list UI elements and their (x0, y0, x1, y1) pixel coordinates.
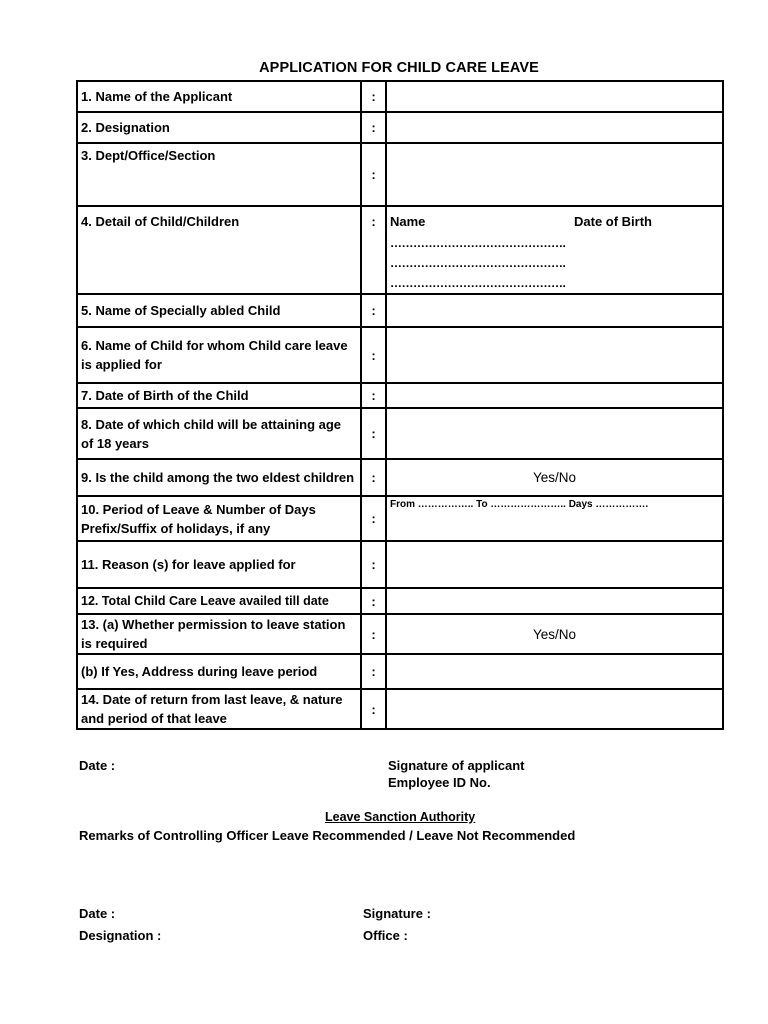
child-details-field[interactable] (386, 206, 723, 294)
total-leave-availed-field[interactable] (386, 588, 723, 614)
table-row (77, 654, 723, 689)
field-label: 11. Reason (s) for leave applied for (77, 541, 361, 588)
age-18-date-field[interactable] (386, 408, 723, 459)
table-row (77, 327, 723, 383)
child-dob-field[interactable] (386, 383, 723, 408)
table-row (77, 81, 723, 112)
employee-id-label: Employee ID No. (388, 775, 491, 790)
table-row (77, 383, 723, 408)
last-leave-return-field[interactable] (386, 689, 723, 729)
colon-separator: : (361, 408, 386, 459)
field-label: 4. Detail of Child/Children (77, 206, 361, 294)
colon-separator: : (361, 496, 386, 541)
colon-separator: : (361, 327, 386, 383)
colon-separator: : (361, 588, 386, 614)
child-dotted-lines (390, 233, 719, 293)
dotted-line: ………………………………………. (390, 236, 566, 250)
authority-designation-label: Designation : (79, 928, 162, 943)
field-label: 7. Date of Birth of the Child (77, 383, 361, 408)
specially-abled-child-field[interactable] (386, 294, 723, 327)
table-row (77, 112, 723, 143)
form-title: APPLICATION FOR CHILD CARE LEAVE (259, 60, 539, 76)
child-details-header (390, 207, 719, 231)
colon-separator: : (361, 541, 386, 588)
table-row (77, 294, 723, 327)
signature-applicant-label: Signature of applicant (388, 758, 525, 773)
field-label: 8. Date of which child will be attaining age of 18 years (77, 408, 361, 459)
leave-application-table (76, 80, 724, 730)
field-label: 1. Name of the Applicant (77, 81, 361, 112)
table-row (77, 614, 723, 654)
field-label: 12. Total Child Care Leave availed till date (77, 588, 361, 614)
reason-field[interactable] (386, 541, 723, 588)
colon-separator: : (361, 81, 386, 112)
field-label: 6. Name of Child for whom Child care leave is applied for (77, 327, 361, 383)
table-row (77, 588, 723, 614)
colon-separator: : (361, 459, 386, 496)
table-row (77, 408, 723, 459)
colon-separator: : (361, 206, 386, 294)
authority-office-label: Office : (363, 928, 408, 943)
leave-period-field[interactable]: From …………….. To ………………….. Days ……………. (386, 496, 723, 541)
leave-address-field[interactable] (386, 654, 723, 689)
child-for-leave-field[interactable] (386, 327, 723, 383)
applicant-name-field[interactable] (386, 81, 723, 112)
authority-date-label: Date : (79, 906, 116, 921)
leave-sanction-authority-heading: Leave Sanction Authority (325, 810, 476, 824)
authority-signature-label: Signature : (363, 906, 431, 921)
colon-separator: : (361, 112, 386, 143)
controlling-officer-remarks: Remarks of Controlling Officer Leave Recommended / Leave Not Recommended (79, 828, 576, 843)
child-name-header: Name (390, 214, 426, 229)
permission-yes-no[interactable]: Yes/No (386, 614, 723, 654)
colon-separator: : (361, 294, 386, 327)
colon-separator: : (361, 143, 386, 206)
table-row (77, 496, 723, 541)
table-row (77, 541, 723, 588)
table-row (77, 459, 723, 496)
field-label: 5. Name of Specially abled Child (77, 294, 361, 327)
field-label: 10. Period of Leave & Number of Days Prefix/Suffix of holidays, if any (77, 496, 361, 541)
table-row (77, 206, 723, 294)
dotted-line: ………………………………………. (390, 256, 566, 270)
field-label: 13. (a) Whether permission to leave station is required (77, 614, 361, 654)
colon-separator: : (361, 614, 386, 654)
table-row (77, 689, 723, 729)
field-label: (b) If Yes, Address during leave period (77, 654, 361, 689)
date-label: Date : (79, 758, 116, 773)
field-label: 3. Dept/Office/Section (77, 143, 361, 206)
table-row (77, 143, 723, 206)
field-label: 9. Is the child among the two eldest children (77, 459, 361, 496)
designation-field[interactable] (386, 112, 723, 143)
colon-separator: : (361, 654, 386, 689)
field-label: 2. Designation (77, 112, 361, 143)
dotted-line: ………………………………………. (390, 276, 566, 290)
dept-office-section-field[interactable] (386, 143, 723, 206)
field-label: 14. Date of return from last leave, & nature and period of that leave (77, 689, 361, 729)
colon-separator: : (361, 689, 386, 729)
eldest-children-yes-no[interactable]: Yes/No (386, 459, 723, 496)
colon-separator: : (361, 383, 386, 408)
child-dob-header: Date of Birth (574, 214, 652, 229)
